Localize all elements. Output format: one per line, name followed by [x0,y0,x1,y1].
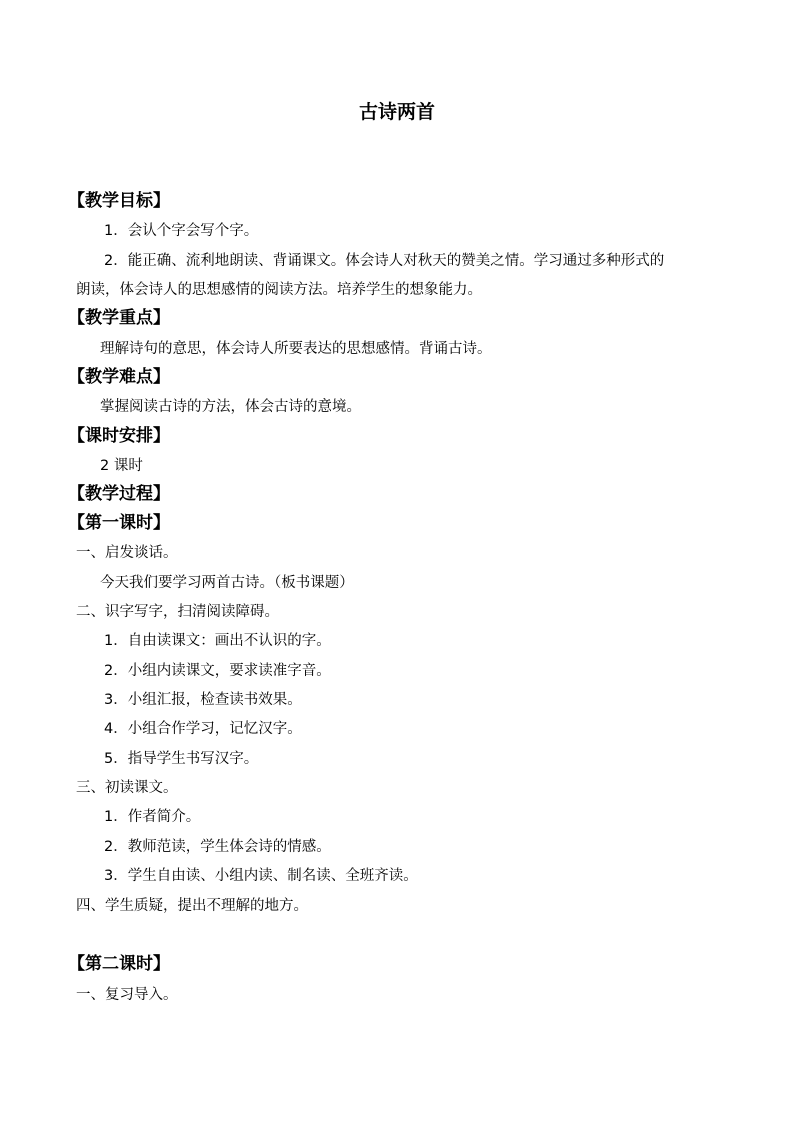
lesson1-step-2-item-3: 3．小组汇报，检查读书效果。 [104,692,302,708]
lesson1-step-1: 一、启发谈话。 [76,545,178,561]
lesson1-step-3-item-1: 1．作者简介。 [104,809,201,825]
goal-item-2-line-2: 朗读，体会诗人的思想感情的阅读方法。培养学生的想象能力。 [76,282,482,298]
key-points-text: 理解诗句的意思，体会诗人所要表达的思想感情。背诵古诗。 [100,341,492,357]
lesson1-step-3-item-3: 3．学生自由读、小组内读、制名读、全班齐读。 [104,868,418,884]
lesson1-step-2-item-4: 4．小组合作学习，记忆汉字。 [104,721,302,737]
lesson1-step-2: 二、识字写字，扫清阅读障碍。 [76,604,279,620]
lesson1-step-2-item-5: 5．指导学生书写汉字。 [104,751,259,767]
document-title: 古诗两首 [358,101,435,123]
section-heading-teaching-goals: 【教学目标】 [68,191,170,211]
goal-item-2-line-1: 2．能正确、流利地朗读、背诵课文。体会诗人对秋天的赞美之情。学习通过多种形式的 [104,253,665,269]
lesson1-step-1-text: 今天我们要学习两首古诗。（板书课题） [100,575,354,591]
lesson2-step-1: 一、复习导入。 [76,987,178,1003]
lesson1-step-3: 三、初读课文。 [76,780,178,796]
section-heading-difficulties: 【教学难点】 [68,367,170,387]
schedule-text: 2 课时 [100,458,143,474]
section-heading-process: 【教学过程】 [68,484,170,504]
section-heading-lesson-1: 【第一课时】 [68,513,170,533]
lesson1-step-3-item-2: 2．教师范读，学生体会诗的情感。 [104,839,331,855]
lesson1-step-2-item-1: 1．自由读课文：画出不认识的字。 [104,633,331,649]
section-heading-lesson-2: 【第二课时】 [68,954,170,974]
goal-item-1: 1．会认个字会写个字。 [104,223,259,239]
section-heading-schedule: 【课时安排】 [68,426,170,446]
lesson1-step-4: 四、学生质疑，提出不理解的地方。 [76,898,308,914]
section-heading-key-points: 【教学重点】 [68,308,170,328]
difficulties-text: 掌握阅读古诗的方法，体会古诗的意境。 [100,399,361,415]
lesson1-step-2-item-2: 2．小组内读课文，要求读准字音。 [104,663,331,679]
